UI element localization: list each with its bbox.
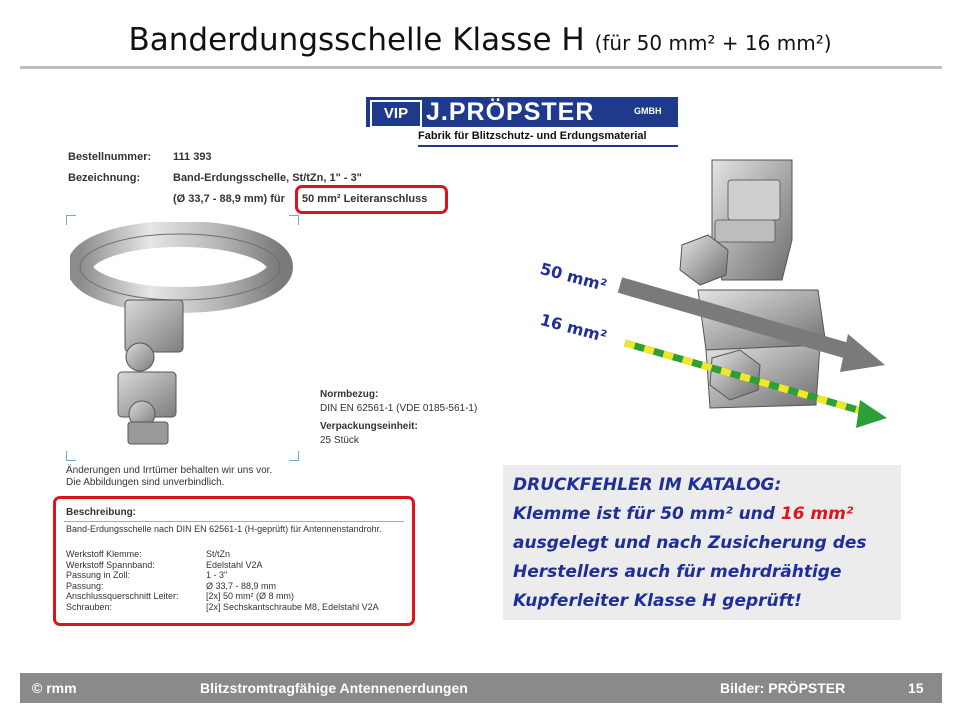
logo-name: J.PRÖPSTER	[426, 98, 595, 126]
footer-topic: Blitzstromtragfähige Antennenerdungen	[200, 680, 468, 696]
logo-underline	[418, 145, 678, 147]
footer-page-number: 15	[908, 680, 924, 696]
description-row-value: St/tZn	[206, 549, 231, 559]
description-row-label: Passung:	[66, 580, 104, 591]
footer-copyright: © rmm	[32, 680, 77, 696]
note-line-2-red: 16 mm²	[780, 504, 854, 524]
clamp-photo	[530, 150, 900, 440]
pack-label: Verpackungseinheit:	[320, 421, 418, 432]
designation-highlight: 50 mm² Leiteranschluss	[302, 193, 428, 205]
description-row-label: Schrauben:	[66, 601, 113, 612]
description-heading: Beschreibung:	[66, 507, 137, 518]
note-line-2a: Klemme ist für 50 mm² und	[513, 504, 781, 524]
pack-value: 25 Stück	[320, 435, 359, 446]
designation-value: Band-Erdungsschelle, St/tZn, 1" - 3"	[173, 172, 362, 184]
disclaimer-line-2: Die Abbildungen sind unverbindlich.	[66, 477, 225, 488]
logo-mark: VIP	[370, 100, 422, 128]
norm-label: Normbezug:	[320, 389, 379, 400]
title-subtitle: (für 50 mm² + 16 mm²)	[594, 31, 832, 55]
note-line-3: ausgelegt und nach Zusicherung des	[513, 533, 867, 553]
description-row-label: Werkstoff Spannband:	[66, 559, 155, 570]
footer-bar	[20, 673, 942, 703]
description-row-value: [2x] Sechskantschraube M8, Edelstahl V2A	[206, 601, 379, 612]
title-main: Banderdungsschelle Klasse H	[128, 22, 585, 58]
description-row-value: [2x] 50 mm² (Ø 8 mm)	[206, 591, 295, 601]
logo-tagline: Fabrik für Blitzschutz- und Erdungsmaterial	[418, 130, 647, 142]
note-line-2	[513, 504, 853, 524]
description-row-label: Anschlussquerschnitt Leiter:	[66, 591, 179, 601]
title-divider	[20, 66, 942, 69]
slide-title	[0, 22, 960, 58]
norm-value: DIN EN 62561-1 (VDE 0185-561-1)	[320, 403, 478, 414]
label-16mm: 16 mm²	[538, 310, 609, 347]
description-divider	[64, 521, 404, 522]
logo-gmbh: GMBH	[634, 106, 662, 116]
catalog-error-note	[503, 465, 901, 620]
footer-credits: Bilder: PRÖPSTER	[720, 680, 846, 696]
note-line-5: Kupferleiter Klasse H geprüft!	[513, 591, 802, 611]
description-text: Band-Erdungsschelle nach DIN EN 62561-1 (H-geprüft) für Antennenstandrohr.	[66, 524, 382, 534]
highlight-box-connector	[295, 185, 448, 214]
description-row-label: Passung in Zoll:	[66, 570, 131, 580]
band-clamp-image	[70, 222, 295, 454]
note-line-1: DRUCKFEHLER IM KATALOG:	[513, 475, 782, 495]
description-row-value: 1 - 3"	[206, 570, 228, 580]
designation-label: Bezeichnung:	[68, 172, 141, 184]
description-box	[53, 496, 415, 626]
designation-value-2: (Ø 33,7 - 88,9 mm) für	[173, 193, 285, 205]
note-line-4: Herstellers auch für mehrdrähtige	[513, 562, 842, 582]
order-number-value: 111 393	[173, 151, 212, 163]
order-number-label: Bestellnummer:	[68, 151, 152, 163]
disclaimer-line-1: Änderungen und Irrtümer behalten wir uns vor.	[66, 465, 273, 476]
description-row-value: Ø 33,7 - 88,9 mm	[206, 580, 277, 591]
description-row-value: Edelstahl V2A	[206, 559, 263, 570]
description-row-label: Werkstoff Klemme:	[66, 549, 142, 559]
label-50mm: 50 mm²	[538, 259, 609, 296]
manufacturer-logo	[366, 97, 678, 149]
